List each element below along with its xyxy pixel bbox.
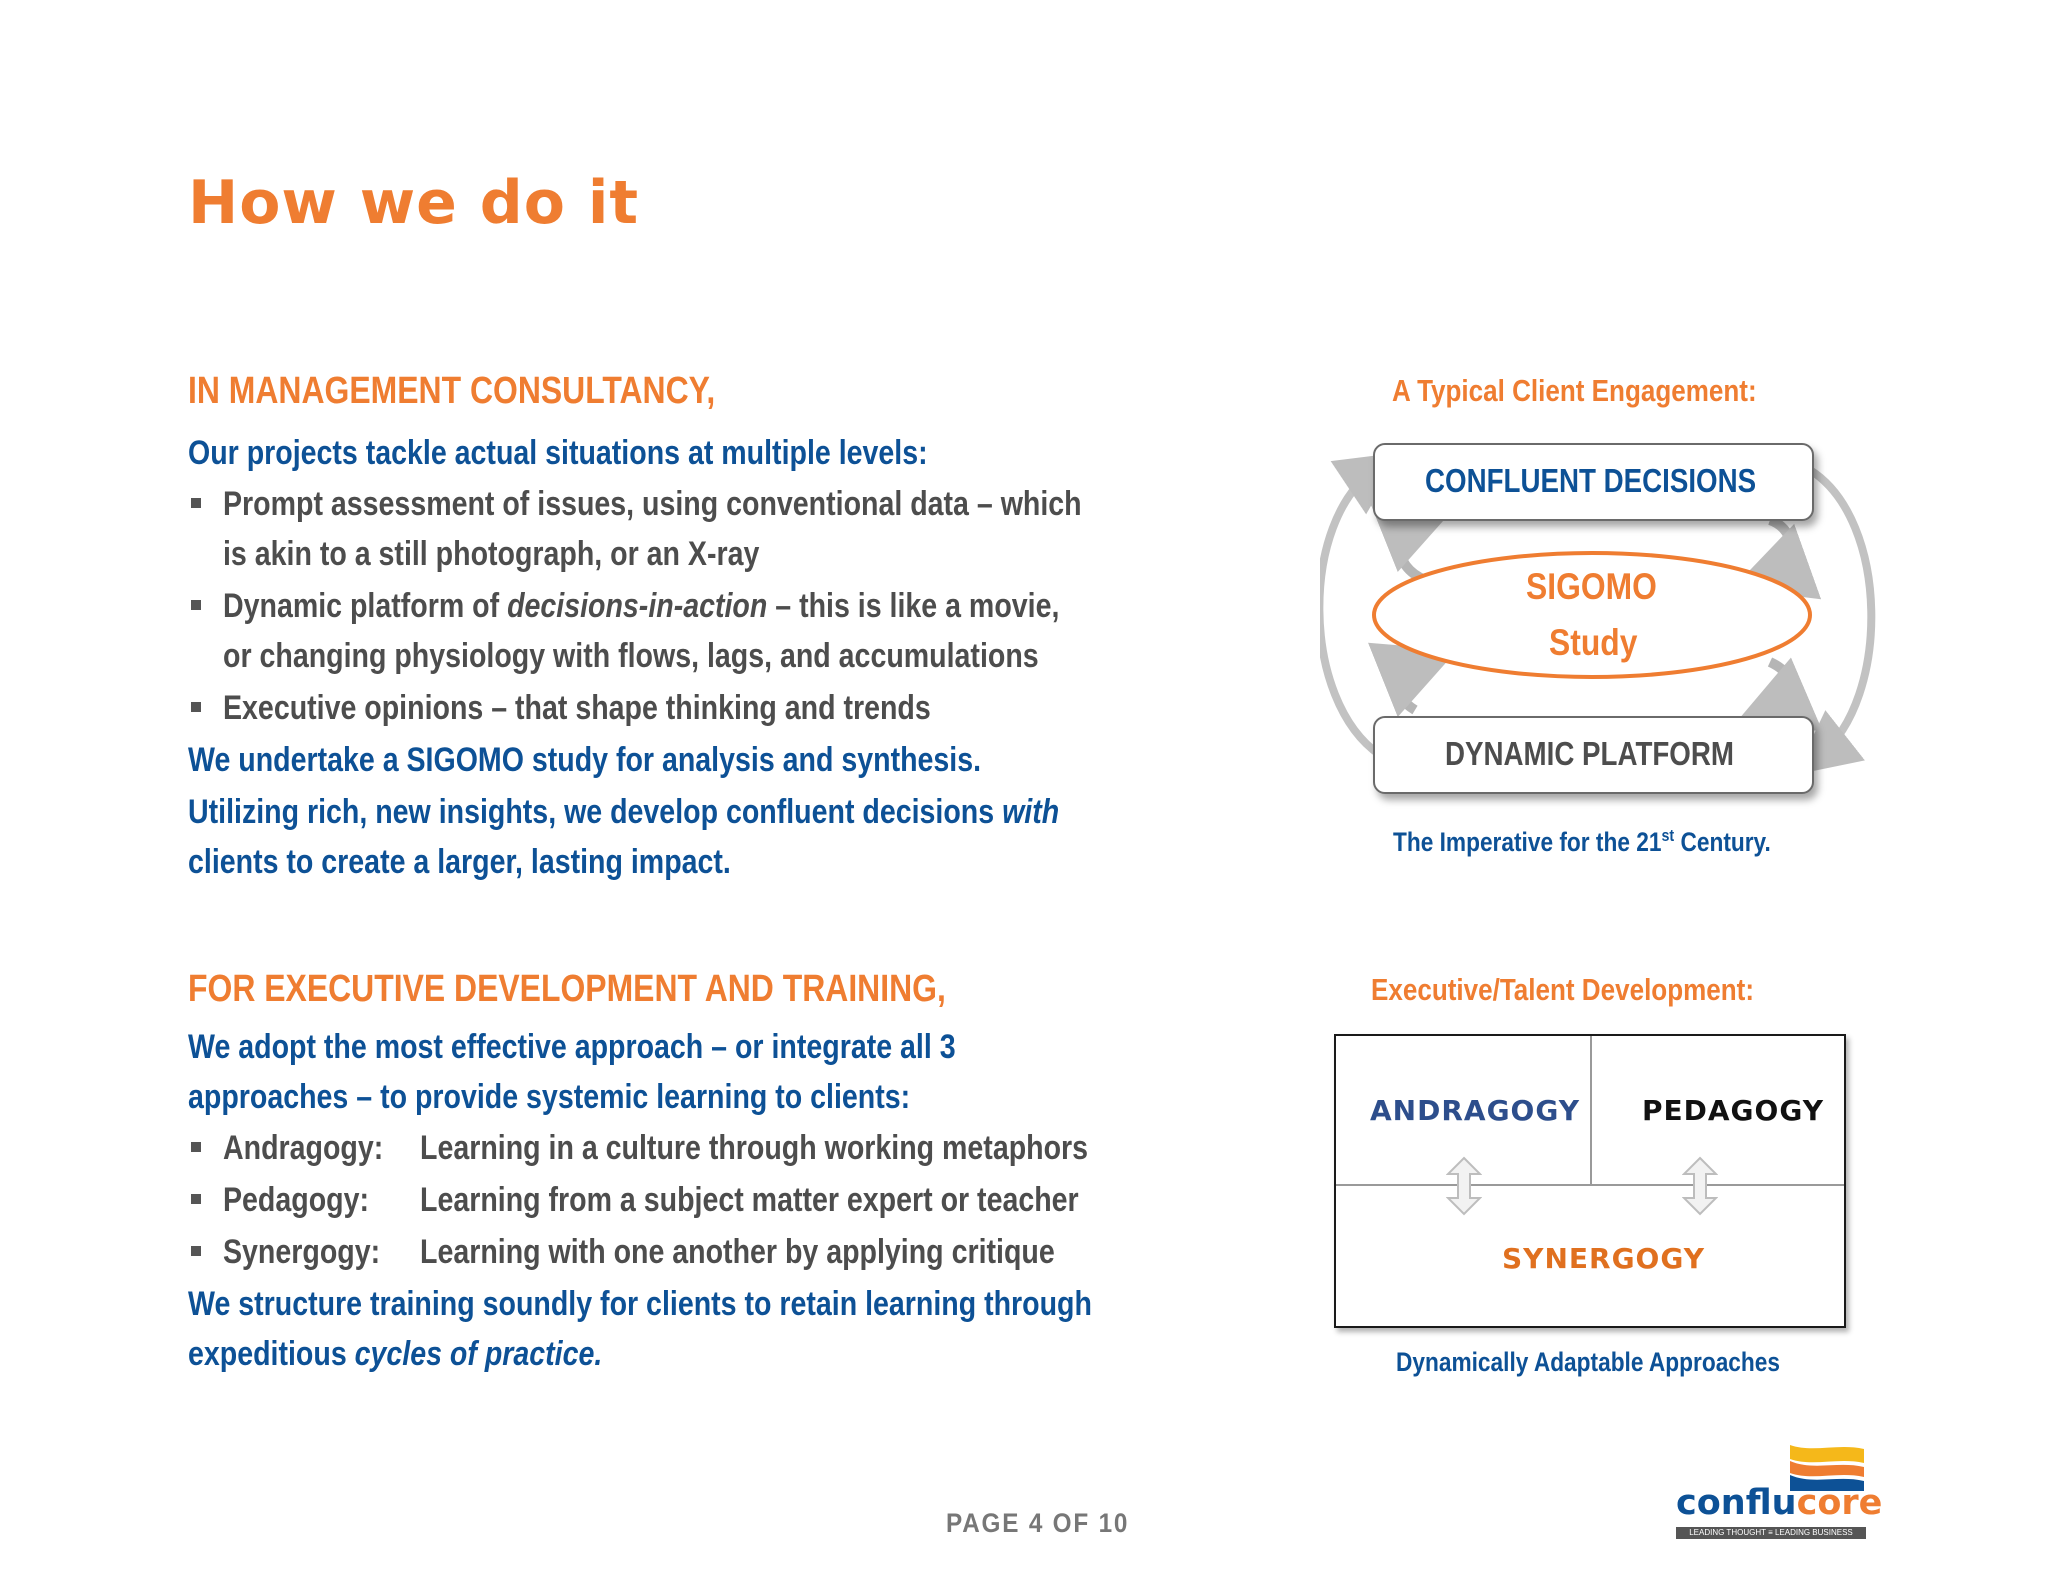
caption-text: The Imperative for the 21 (1393, 827, 1662, 857)
double-arrow-icon (1682, 1156, 1718, 1216)
bullet-marker (191, 1142, 201, 1152)
confluent-decisions-box (1373, 443, 1814, 521)
training-close-emphasis: cycles of practice. (354, 1335, 603, 1373)
training-close-text: expeditious (188, 1335, 355, 1373)
logo-tagline: LEADING THOUGHT ≡ LEADING BUSINESS (1676, 1527, 1866, 1539)
approach-term: Andragogy: (223, 1129, 384, 1167)
consultancy-heading: IN MANAGEMENT CONSULTANCY, (188, 370, 716, 412)
bullet-2-text-tail: – this is like a movie, (767, 587, 1060, 625)
approach-term: Pedagogy: (223, 1181, 370, 1219)
bullet-marker (191, 600, 201, 610)
talent-heading: Executive/Talent Development: (1371, 972, 1755, 1007)
dynamic-platform-label: DYNAMIC PLATFORM (1445, 735, 1734, 772)
approach-description: Learning in a culture through working metaphors (420, 1129, 1089, 1167)
approach-description: Learning from a subject matter expert or teacher (420, 1181, 1079, 1219)
consultancy-bullet-3: Executive opinions – that shape thinking and trends (223, 689, 931, 727)
page-number: PAGE 4 OF 10 (946, 1508, 1130, 1538)
talent-caption: Dynamically Adaptable Approaches (1396, 1347, 1781, 1377)
consultancy-close-3: clients to create a larger, lasting impact. (188, 843, 731, 881)
consultancy-intro: Our projects tackle actual situations at multiple levels: (188, 434, 928, 472)
close-2-emphasis: with (1002, 793, 1060, 831)
andragogy-cell-label: ANDRAGOGY (1370, 1094, 1581, 1127)
consultancy-close-1: We undertake a SIGOMO study for analysis and synthesis. (188, 741, 982, 779)
bullet-2-emphasis: decisions-in-action (507, 587, 768, 625)
logo-word-part-2: core (1796, 1483, 1883, 1523)
consultancy-close-2 (188, 793, 1059, 832)
training-close-1: We structure training soundly for clients to retain learning through (188, 1285, 1092, 1323)
training-close-2 (188, 1335, 602, 1374)
matrix-divider-vertical (1590, 1036, 1592, 1184)
sigomo-label: SIGOMO (1526, 566, 1657, 607)
bullet-2-text: Dynamic platform of (223, 587, 508, 625)
caption-text-tail: Century. (1674, 827, 1771, 857)
approach-term: Synergogy: (223, 1233, 381, 1271)
logo-wordmark (1676, 1483, 1882, 1523)
training-intro-1: We adopt the most effective approach – or integrate all 3 (188, 1028, 956, 1066)
logo-word-part-1: conflu (1676, 1483, 1797, 1523)
training-intro-2: approaches – to provide systemic learning to clients: (188, 1078, 911, 1116)
approach-description: Learning with one another by applying critique (420, 1233, 1055, 1271)
bullet-marker (191, 702, 201, 712)
consultancy-bullet-1-line-1: Prompt assessment of issues, using conventional data – which (223, 485, 1082, 523)
outer-right-arrow (1810, 470, 1871, 755)
bullet-marker (191, 1194, 201, 1204)
training-heading: FOR EXECUTIVE DEVELOPMENT AND TRAINING, (188, 968, 946, 1010)
approach-matrix (1334, 1034, 1846, 1328)
pedagogy-cell-label: PEDAGOGY (1642, 1094, 1824, 1127)
double-arrow-icon (1446, 1156, 1482, 1216)
consultancy-bullet-2-line-2: or changing physiology with flows, lags, and accumulations (223, 637, 1039, 675)
bullet-marker (191, 498, 201, 508)
caption-superscript: st (1661, 826, 1675, 845)
engagement-caption (1393, 826, 1771, 858)
consultancy-bullet-1-line-2: is akin to a still photograph, or an X-ray (223, 535, 760, 573)
synergogy-cell-label: SYNERGOGY (1502, 1242, 1705, 1275)
consultancy-bullet-2-line-1 (223, 587, 1059, 626)
engagement-heading: A Typical Client Engagement: (1392, 373, 1757, 408)
page-title: How we do it (188, 168, 640, 238)
matrix-divider-horizontal (1336, 1184, 1844, 1186)
confluence-logo (1676, 1443, 1883, 1539)
close-2-text: Utilizing rich, new insights, we develop confluent decisions (188, 793, 1003, 831)
confluent-decisions-label: CONFLUENT DECISIONS (1425, 462, 1757, 499)
study-label: Study (1549, 622, 1638, 663)
bullet-marker (191, 1246, 201, 1256)
dynamic-platform-box (1373, 716, 1814, 794)
